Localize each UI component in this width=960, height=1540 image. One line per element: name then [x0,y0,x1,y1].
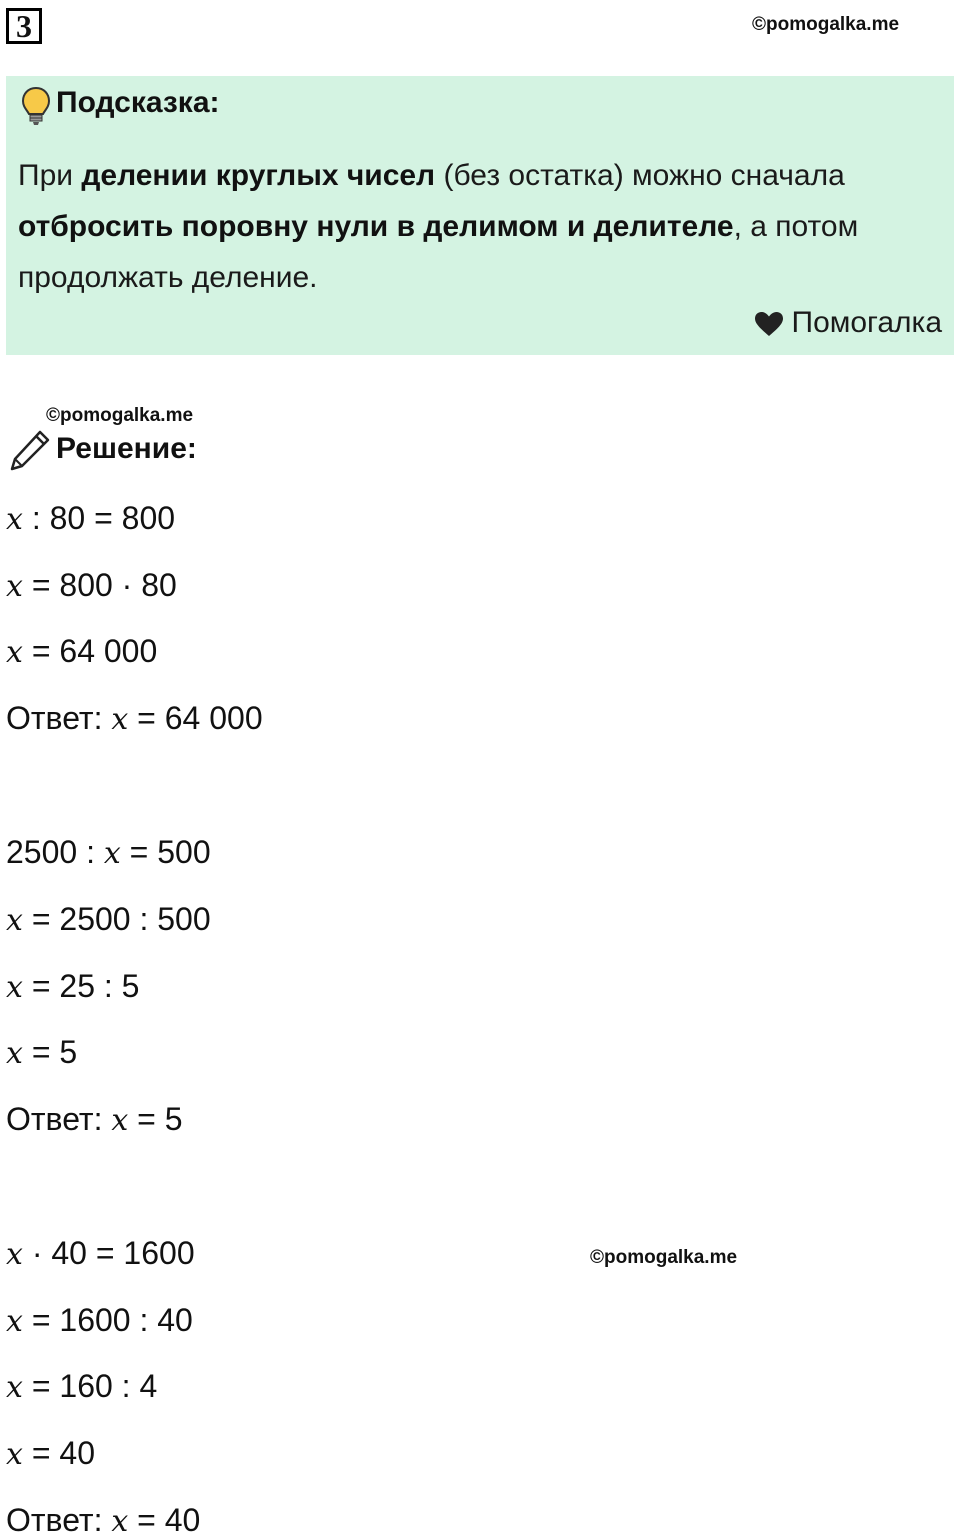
watermark-bottom: ©pomogalka.me [590,1247,738,1268]
watermark-middle: ©pomogalka.me [46,405,194,426]
solution-title: Решение: [56,432,197,465]
answer-line: Ответ: x = 5 [6,1101,183,1138]
lightbulb-icon [20,86,52,126]
equation-line: x = 1600 : 40 [6,1302,193,1339]
watermark-top: ©pomogalka.me [752,14,900,35]
equation-line: x = 64 000 [6,633,158,670]
answer-line: Ответ: x = 40 [6,1502,201,1539]
equation-line: 2500 : x = 500 [6,834,211,871]
heart-icon [754,311,784,337]
equation-line: x = 25 : 5 [6,968,140,1005]
equation-line: x · 40 = 1600 [6,1235,195,1272]
equation-line: x : 80 = 800 [6,500,176,537]
hint-signature [754,306,943,340]
signature-text: Помогалка [791,306,942,339]
task-number-badge: 3 [6,8,42,44]
equation-line: x = 5 [6,1034,78,1071]
equation-line: x = 800 · 80 [6,567,177,604]
pencil-icon [8,428,52,472]
hint-title: Подсказка: [56,86,220,119]
hint-text: При делении круглых чисел (без остатка) можно сначала отбросить поровну нули в делимом и делителе, а потом продолжать деление. [18,159,859,294]
equation-line: x = 2500 : 500 [6,901,211,938]
equation-line: x = 160 : 4 [6,1368,158,1405]
equation-line: x = 40 [6,1435,95,1472]
answer-line: Ответ: x = 64 000 [6,700,263,737]
